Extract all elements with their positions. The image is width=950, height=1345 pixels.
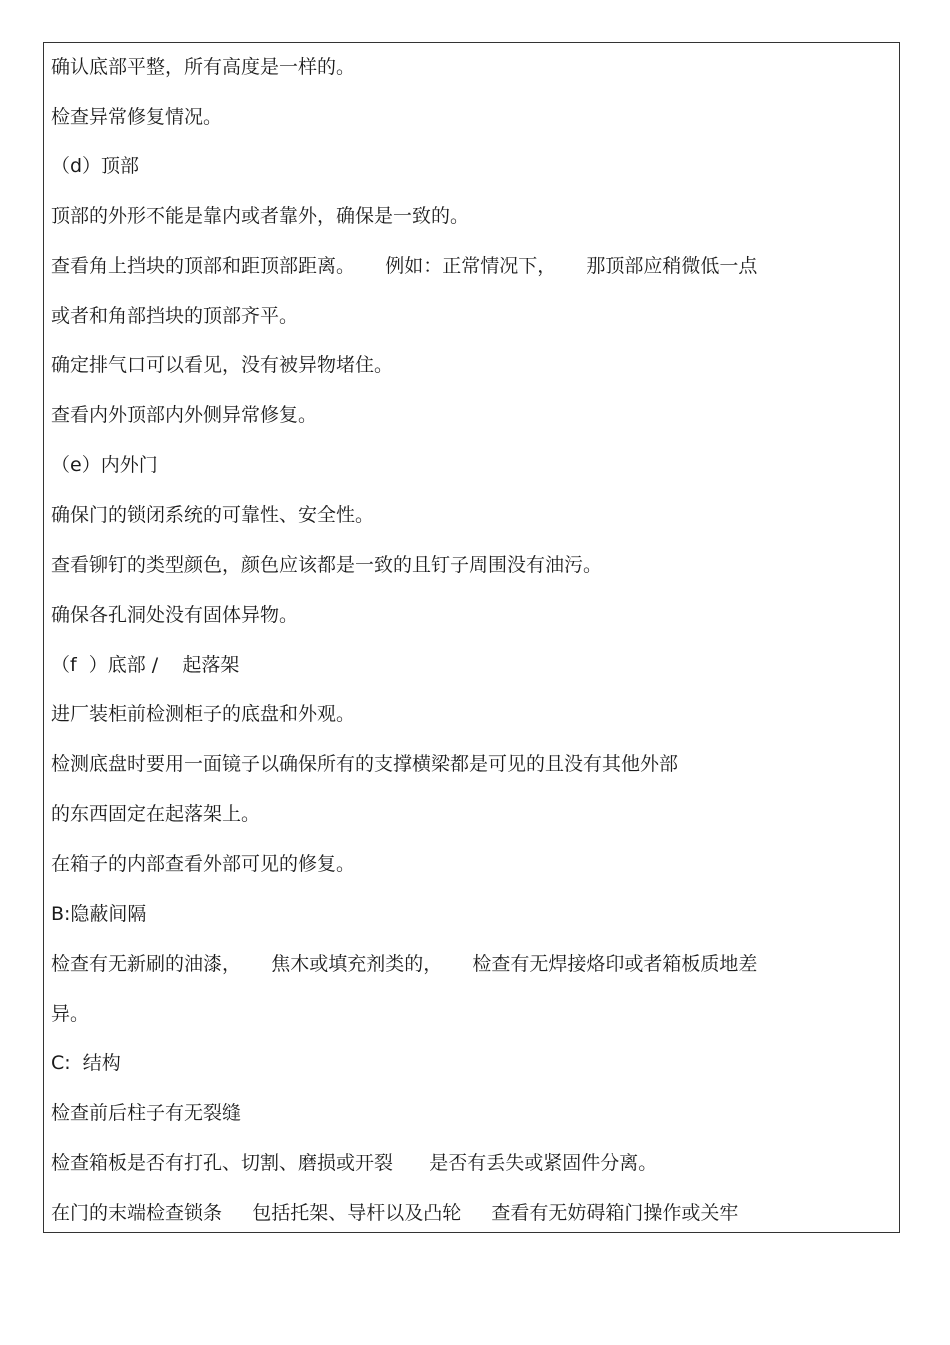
text-line: 查看角上挡块的顶部和距顶部距离。 例如：正常情况下， 那顶部应稍微低一点 [51, 255, 758, 277]
text-line: 检查箱板是否有打孔、切割、磨损或开裂 是否有丢失或紧固件分离。 [51, 1152, 658, 1174]
text-line: 顶部的外形不能是靠内或者靠外，确保是一致的。 [51, 205, 470, 227]
text-line: 查看内外顶部内外侧异常修复。 [51, 404, 318, 426]
text-line: 查看铆钉的类型颜色，颜色应该都是一致的且钉子周围没有油污。 [51, 554, 603, 576]
text-line: 在门的末端检查锁条 包括托架、导杆以及凸轮 查看有无妨碍箱门操作或关牢 [51, 1202, 739, 1224]
text-line: 确认底部平整，所有高度是一样的。 [51, 56, 356, 78]
text-line: 或者和角部挡块的顶部齐平。 [51, 305, 299, 327]
section-heading: （e）内外门 [51, 454, 158, 476]
text-line: 检查异常修复情况。 [51, 106, 223, 128]
text-line: 检查有无新刷的油漆， 焦木或填充剂类的， 检查有无焊接烙印或者箱板质地差 [51, 953, 758, 975]
text-line: 确保各孔洞处没有固体异物。 [51, 604, 299, 626]
text-line: 异。 [51, 1003, 90, 1025]
text-line: 检测底盘时要用一面镜子以确保所有的支撑横梁都是可见的且没有其他外部 [51, 753, 679, 775]
text-line: 确定排气口可以看见，没有被异物堵住。 [51, 354, 394, 376]
section-heading: B:隐蔽间隔 [51, 903, 147, 925]
text-line: 在箱子的内部查看外部可见的修复。 [51, 853, 356, 875]
text-line: 的东西固定在起落架上。 [51, 803, 261, 825]
text-line: 检查前后柱子有无裂缝 [51, 1102, 242, 1124]
text-line: 确保门的锁闭系统的可靠性、安全性。 [51, 504, 375, 526]
text-line: 进厂装柜前检测柜子的底盘和外观。 [51, 703, 356, 725]
section-heading: （f ）底部 / 起落架 [51, 654, 240, 676]
section-heading: （d）顶部 [51, 155, 140, 177]
section-heading: C: 结构 [51, 1052, 121, 1074]
